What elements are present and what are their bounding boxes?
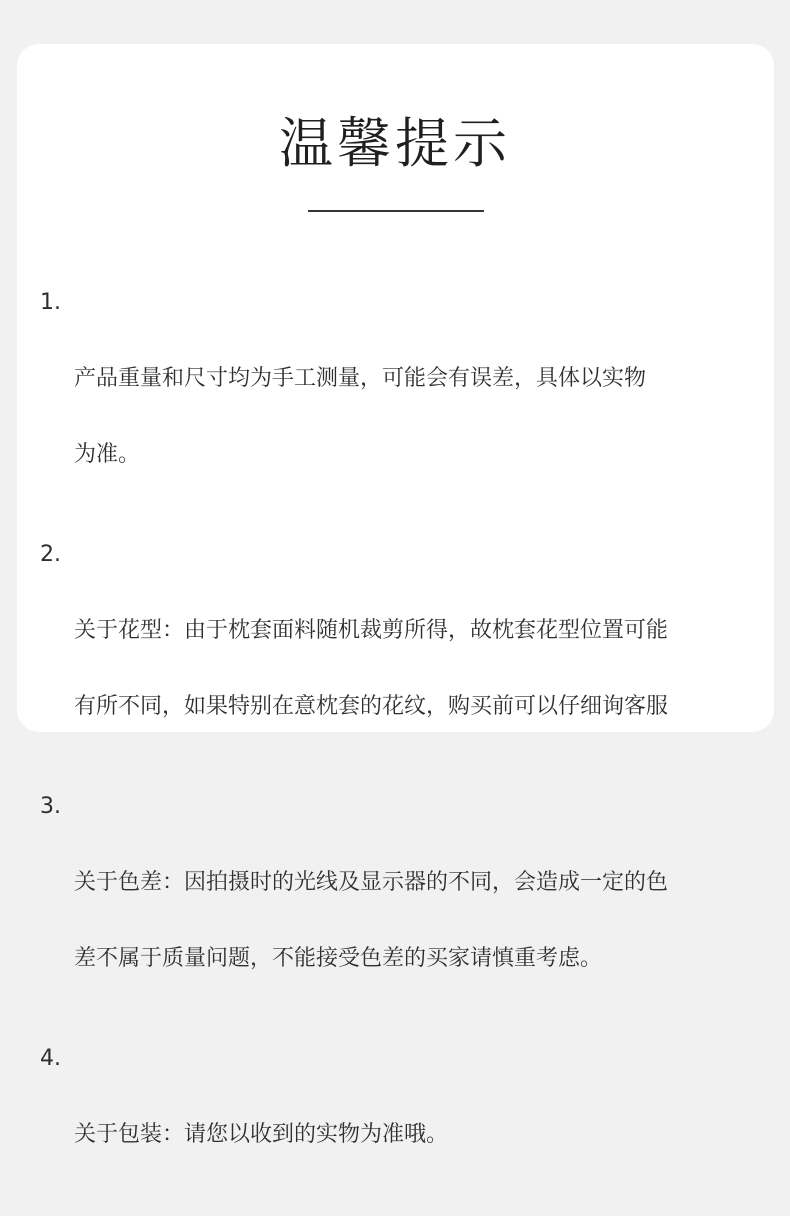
notice-number: 4. [40,1046,61,1071]
notice-text-line: 关于色差：因拍摄时的光线及显示器的不同，会造成一定的色 [74,870,669,895]
notice-item-2 [40,536,760,764]
notice-text-line: 关于包装：请您以收到的实物为准哦。 [74,1122,449,1147]
notice-number: 1. [40,290,61,315]
notice-text-line: 关于花型：由于枕套面料随机裁剪所得，故枕套花型位置可能 [74,618,669,643]
notice-item-4 [40,1040,760,1192]
notice-text-line: 差不属于质量问题，不能接受色差的买家请慎重考虑。 [74,946,603,971]
notice-list [40,284,760,1216]
title-divider [308,210,484,212]
notice-item-1 [40,284,760,512]
notice-text-line: 有所不同，如果特别在意枕套的花纹，购买前可以仔细询客服 [74,694,669,719]
notice-text-line: 产品重量和尺寸均为手工测量，可能会有误差，具体以实物 [74,366,647,391]
notice-number: 3. [40,794,61,819]
notice-text-line: 为准。 [74,442,141,467]
notice-item-3 [40,788,760,1016]
page-title: 温馨提示 [279,112,511,175]
notice-number: 2. [40,542,61,567]
